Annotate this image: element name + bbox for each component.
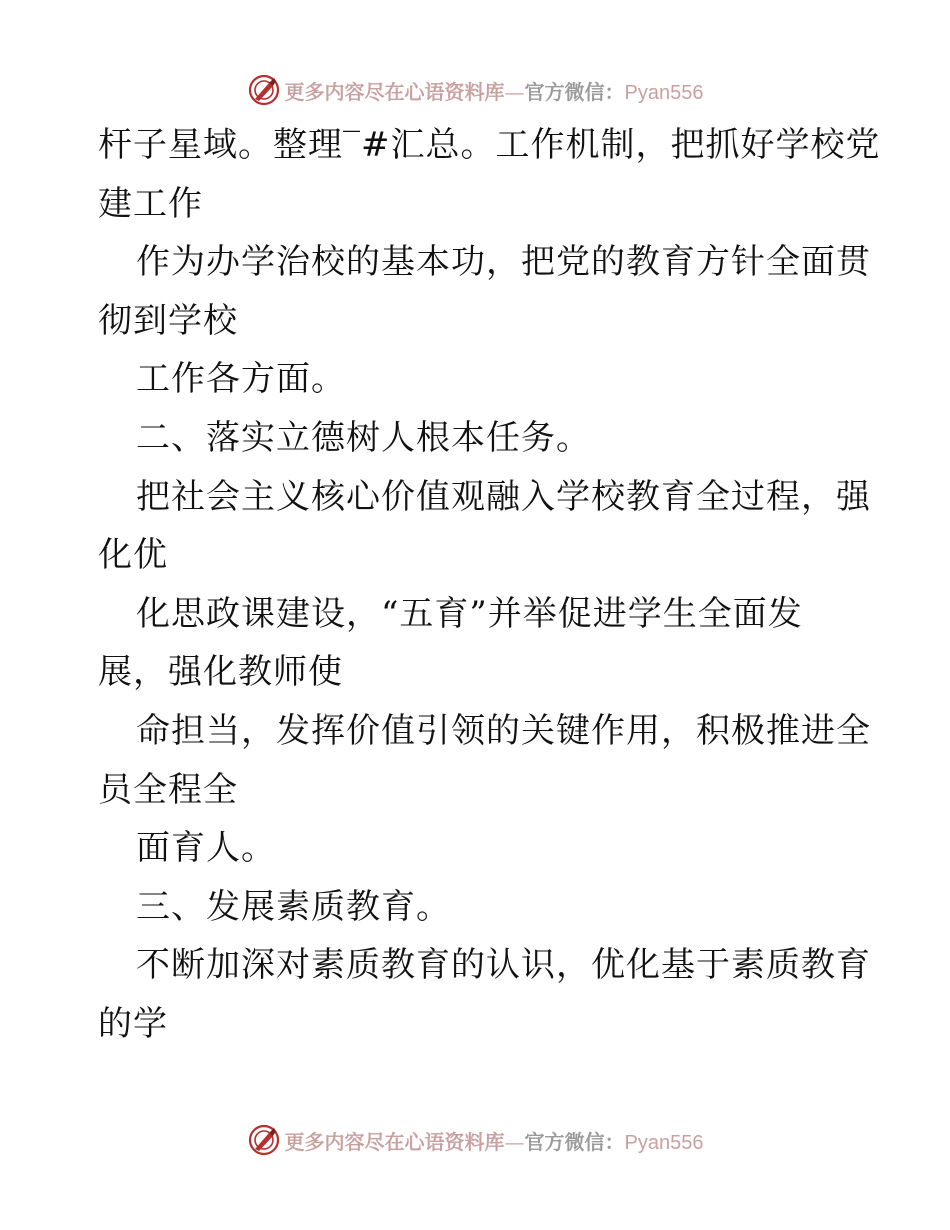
text-line: 杆子星域。整理‾#汇总。工作机制，把抓好学校党 xyxy=(98,125,881,165)
watermark-main-text: 更多内容尽在心语资料库 xyxy=(284,79,505,104)
brand-logo-icon xyxy=(247,1123,281,1157)
footer-watermark-banner xyxy=(0,1120,950,1160)
text-line: 化思政课建设，“五育”并举促进学生全面发 xyxy=(136,593,803,634)
watermark-wechat-id: Pyan556 xyxy=(624,1131,704,1154)
text-line: 工作各方面。 xyxy=(136,359,346,400)
text-line: 命担当，发挥价值引领的关键作用，积极推进全 xyxy=(136,710,871,751)
watermark-text xyxy=(285,76,704,105)
text-line: 二、落实立德树人根本任务。 xyxy=(136,417,591,458)
watermark-dash: — xyxy=(504,1129,525,1154)
text-line: 作为办学治校的基本功，把党的教育方针全面贯 xyxy=(136,242,871,283)
text-line: 三、发展素质教育。 xyxy=(136,886,451,927)
watermark-text xyxy=(285,1126,704,1155)
watermark-main-text: 更多内容尽在心语资料库 xyxy=(284,1129,505,1154)
text-line: 建工作 xyxy=(98,183,203,224)
text-line: 员全程全 xyxy=(98,769,238,810)
text-line: 彻到学校 xyxy=(98,300,238,341)
text-line: 把社会主义核心价值观融入学校教育全过程，强 xyxy=(136,476,871,517)
watermark-wechat-label: 官方微信： xyxy=(524,1129,625,1154)
brand-logo-icon xyxy=(247,73,281,107)
text-line: 展，强化教师使 xyxy=(98,652,343,693)
watermark-dash: — xyxy=(504,79,525,104)
text-line: 化优 xyxy=(98,535,168,576)
text-line: 不断加深对素质教育的认识，优化基于素质教育 xyxy=(136,945,871,986)
watermark-wechat-id: Pyan556 xyxy=(624,81,704,104)
text-line: 的学 xyxy=(98,1003,168,1044)
watermark-wechat-label: 官方微信： xyxy=(524,79,625,104)
document-body xyxy=(98,116,881,1054)
header-watermark-banner xyxy=(0,70,950,110)
text-line: 面育人。 xyxy=(136,828,276,869)
